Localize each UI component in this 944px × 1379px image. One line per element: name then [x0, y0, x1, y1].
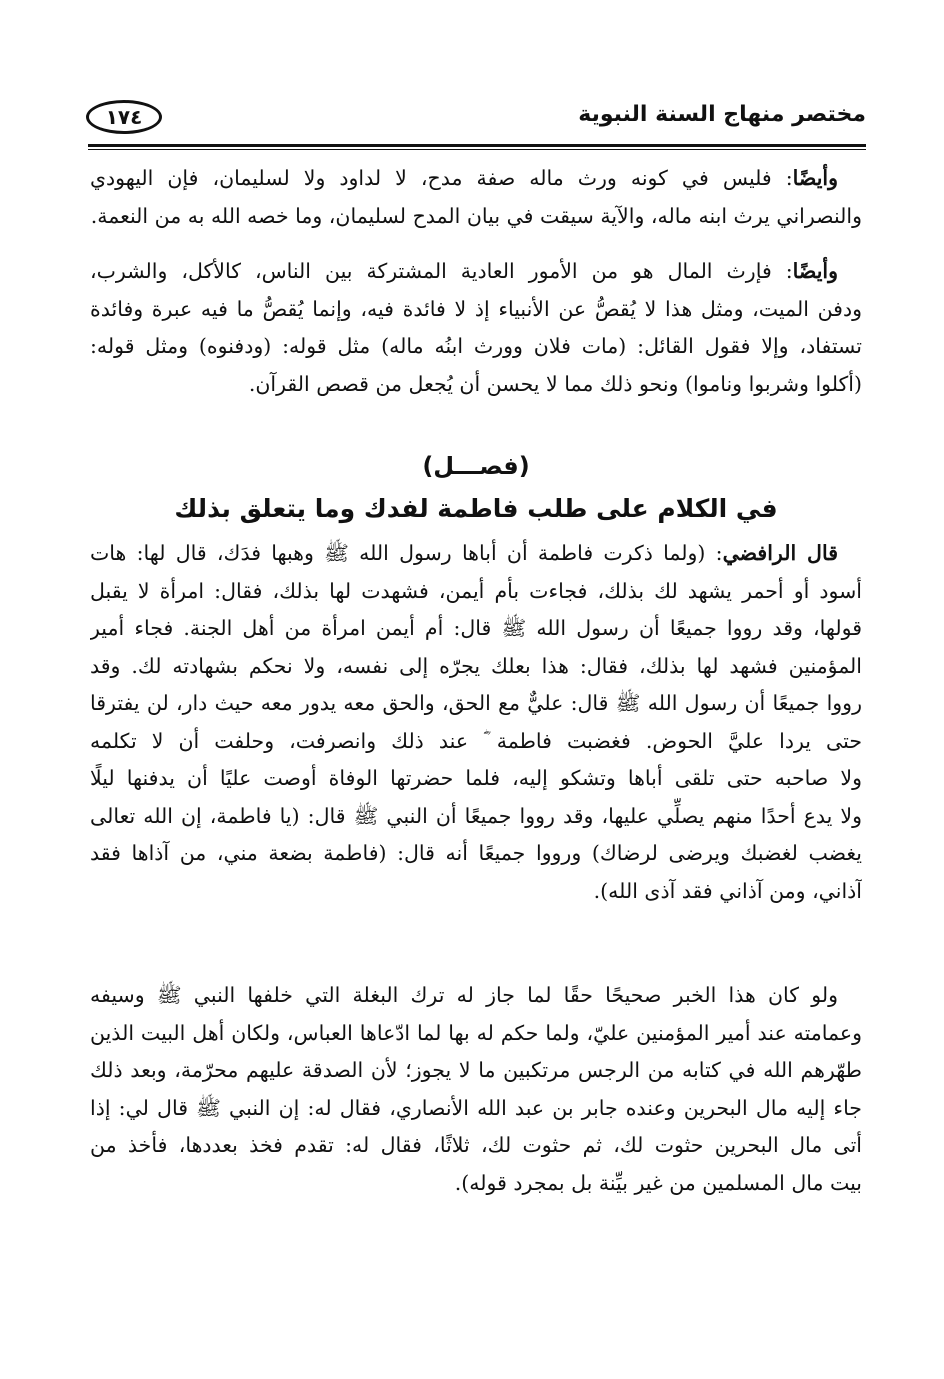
text-line	[90, 366, 862, 404]
text-line	[90, 873, 862, 911]
line-text: طهّرهم الله في كتابه من الرجس مرتكبين ما لا يجوز؛ لأن الصدقة عليهم محرّمة، وبعد ذلك	[90, 1058, 862, 1082]
text-line	[90, 1015, 862, 1053]
page-header	[86, 96, 866, 144]
text-line	[90, 723, 862, 761]
text-line	[90, 648, 862, 686]
text-line	[90, 253, 862, 291]
paragraph-1	[90, 160, 862, 235]
text-line	[90, 291, 862, 329]
text-line	[90, 760, 862, 798]
text-line	[90, 1127, 862, 1165]
text-line	[90, 1165, 862, 1203]
line-text: ولا يدع أحدًا منهم يصلِّي عليها، وقد رووا جميعًا أن النبي ﷺ قال: (يا فاطمة، إن الله تعالى	[90, 803, 862, 828]
line-text: ودفن الميت، ومثل هذا لا يُقصُّ عن الأنبياء إذ لا فائدة فيه، وإنما يُقصُّ ما فيه عبرة وفائدة	[90, 296, 862, 321]
line-text: المؤمنين فشهد لها بذلك، فقال: هذا بعلك يجرّه إلى نفسه، ولا نحكم بشهادته لك. وقد	[90, 653, 862, 678]
line-text: قولها، وقد رووا جميعًا أن رسول الله ﷺ قال: أم أيمن امرأة من أهل الجنة. فجاء أمير	[90, 616, 862, 640]
line-text: آذاني، ومن آذاني فقد آذى الله).	[593, 878, 862, 903]
line-text: : (ولما ذكرت فاطمة أن أباها رسول الله ﷺ وهبها فدَك، قال لها: هات	[90, 541, 723, 565]
line-text: رووا جميعًا أن رسول الله ﷺ قال: عليٌّ مع الحق، والحق معه يدور معه حيث دار، لن يفترقا	[90, 691, 862, 715]
paragraph-3	[90, 535, 862, 910]
line-text: يغضب لغضبك ويرضى لرضاك) ورووا جميعًا أنه قال: (فاطمة بضعة مني، من آذاها فقد	[90, 841, 862, 865]
lead-word: وأيضًا	[792, 259, 838, 283]
text-line	[90, 198, 862, 236]
page-number: ١٧٤	[86, 100, 162, 134]
section-title: في الكلام على طلب فاطمة لفدك وما يتعلق بذلك	[174, 494, 778, 523]
line-text: وعمامته عند أمير المؤمنين عليّ، ولما حكم له بها لما ادّعاها العباس، ولكان أهل البيت الذين	[90, 1020, 862, 1045]
paragraph-4	[90, 977, 862, 1202]
text-line	[90, 1052, 862, 1090]
line-text: بيت مال المسلمين من غير بيِّنة بل بمجرد قوله).	[454, 1170, 862, 1195]
line-text: أتى مال البحرين حثوت لك، ثم حثوت لك، ثلاثًا، فقال له: تقدم فخذ بعددها، فأخذ من	[90, 1133, 862, 1157]
lead-word: قال الرافضي	[722, 541, 838, 565]
line-text: جاء إليه مال البحرين وعنده جابر بن عبد الله الأنصاري، فقال له: إن النبي ﷺ قال لي: إذا	[90, 1095, 862, 1120]
section-heading: (فصـــل)	[422, 452, 530, 480]
text-line	[90, 1090, 862, 1128]
lead-word: وأيضًا	[792, 166, 838, 190]
text-line	[90, 573, 862, 611]
line-text: حتى يردا عليَّ الحوض. فغضبت فاطمة ؓ عند ذلك وانصرفت، وحلفت أن لا تكلمه	[90, 728, 862, 753]
text-line	[90, 798, 862, 836]
line-text: (أكلوا وشربوا وناموا) ونحو ذلك مما لا يحسن أن يُجعل من قصص القرآن.	[248, 371, 862, 396]
paragraph-2	[90, 253, 862, 403]
line-text: تستفاد، وإلا فقول القائل: (مات فلان وورث ابنُه ماله) مثل قوله: (ودفنوه) ومثل قوله:	[90, 334, 862, 358]
line-text: ولا صاحبه حتى تلقى أباها وتشكو إليه، فلما حضرتها الوفاة أوصت عليًا أن يدفنها ليلًا	[90, 766, 862, 790]
line-text: ولو كان هذا الخبر صحيحًا حقًا لما جاز له ترك البغلة التي خلفها النبي ﷺ وسيفه	[90, 983, 838, 1007]
book-title: مختصر منهاج السنة النبوية	[578, 102, 866, 127]
text-line	[90, 835, 862, 873]
header-rule-thin	[88, 149, 866, 150]
header-rule	[88, 144, 866, 147]
text-line	[90, 977, 862, 1015]
text-line	[90, 160, 862, 198]
text-line	[90, 685, 862, 723]
text-line	[90, 535, 862, 573]
text-line	[90, 328, 862, 366]
line-text: : فليس في كونه ورث ماله صفة مدح، لا لداود ولا لسليمان، فإن اليهودي	[90, 166, 793, 190]
line-text: أسود أو أحمر يشهد لك بذلك، فجاءت بأم أيمن، فشهدت لها بذلك، فقال: امرأة لا يقبل	[90, 578, 862, 603]
line-text: : فإرث المال هو من الأمور العادية المشتركة بين الناس، كالأكل، والشرب،	[90, 259, 793, 283]
line-text: والنصراني يرث ابنه ماله، والآية سيقت في بيان المدح لسليمان، وما خصه الله به من النعمة.	[90, 203, 862, 228]
text-line	[90, 610, 862, 648]
